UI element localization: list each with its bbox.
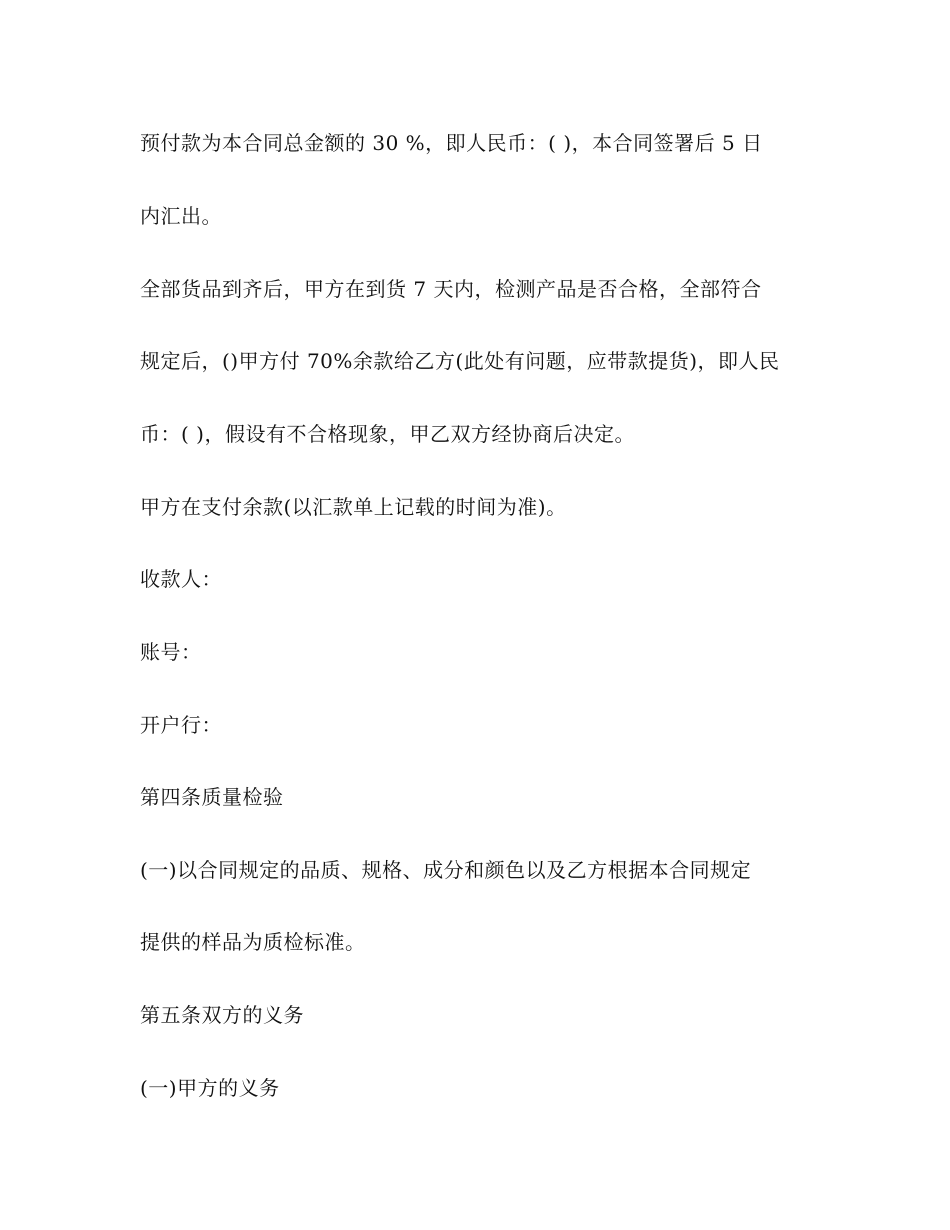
section-heading-quality-inspection: 第四条质量检验 — [140, 785, 284, 809]
paragraph-payment-time: 甲方在支付余款(以汇款单上记载的时间为准)。 — [140, 495, 567, 519]
paragraph-balance-line-2: 规定后，()甲方付 70%余款给乙方(此处有问题，应带款提货)，即人民 — [140, 349, 780, 373]
subsection-heading-party-a-obligations: (一)甲方的义务 — [140, 1076, 280, 1100]
bank-label: 开户行： — [140, 713, 222, 737]
account-number-label: 账号： — [140, 640, 202, 664]
paragraph-prepayment-line-1: 预付款为本合同总金额的 30 %，即人民币：( )，本合同签署后 5 日 — [140, 131, 763, 155]
paragraph-balance-line-1: 全部货品到齐后，甲方在到货 7 天内，检测产品是否合格，全部符合 — [140, 277, 762, 301]
paragraph-inspection-line-1: (一)以合同规定的品质、规格、成分和颜色以及乙方根据本合同规定 — [140, 858, 752, 882]
paragraph-balance-line-3: 币：( )，假设有不合格现象，甲乙双方经协商后决定。 — [140, 422, 635, 446]
payee-label: 收款人： — [140, 567, 222, 591]
paragraph-inspection-line-2: 提供的样品为质检标准。 — [140, 930, 366, 954]
paragraph-prepayment-line-2: 内汇出。 — [140, 204, 222, 228]
section-heading-obligations: 第五条双方的义务 — [140, 1003, 304, 1027]
